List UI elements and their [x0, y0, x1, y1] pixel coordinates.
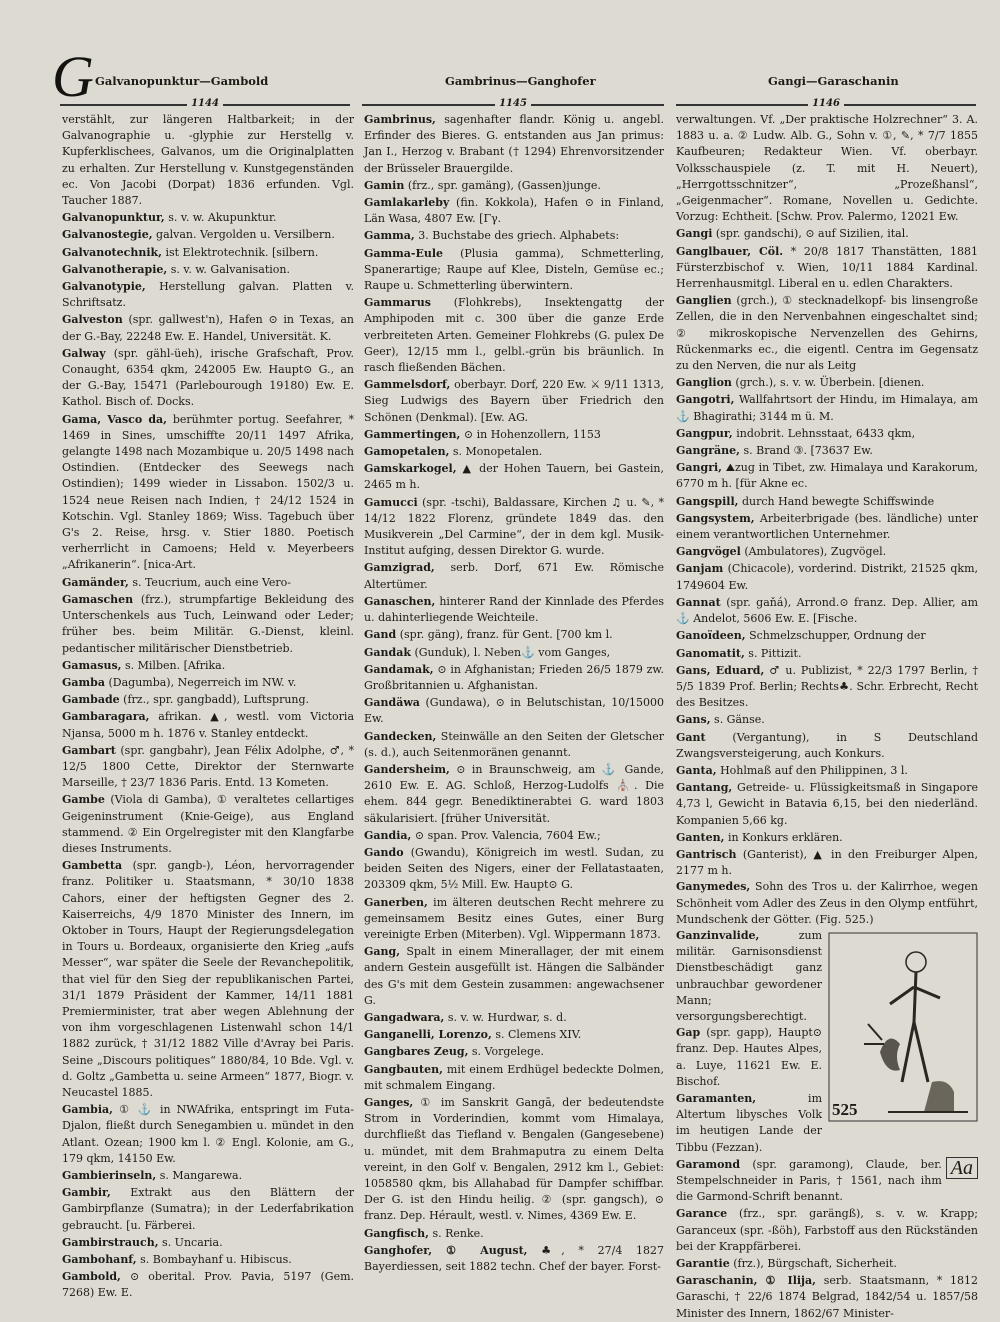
header-left: Galvanopunktur—Gambold [95, 74, 269, 88]
figure-number: 525 [832, 1099, 858, 1119]
header-center: Gambrinus—Ganghofer [445, 74, 596, 88]
entry-headword: Gamänder, [62, 575, 129, 589]
dictionary-entry [676, 511, 978, 543]
dictionary-entry [364, 246, 664, 295]
dictionary-entry [364, 1095, 664, 1225]
entry-headword: Galveston [62, 313, 123, 327]
dictionary-entry [62, 227, 354, 243]
entry-text: ⊙ in Afghanistan; Frieden 26/5 1879 zw. Großbritannien u. Afghanistan. [364, 662, 664, 692]
entry-text: Getreide- u. Flüssigkeitsmaß in Singapore 4,73 l, Gewicht in Batavia 6,15, bei den niederländ. Kompanien 5,66 kg. [676, 781, 979, 827]
entry-text: s. Brand ③. [73637 Ew. [743, 444, 873, 458]
entry-headword: Ganten, [676, 830, 725, 844]
entry-headword: Gangri, [676, 461, 723, 475]
dictionary-entry [364, 112, 664, 177]
dictionary-entry [62, 112, 354, 209]
entry-text: Spalt in einem Minerallager, der mit einem andern Gestein ausgefüllt ist. Hängen die Salbänder des G's mit dem Gestein zusammen: angewachsener G. [364, 945, 665, 1007]
entry-text: (Gundawa), ⊙ in Belutschistan, 10/15000 Ew. [364, 696, 664, 726]
entry-text: 3. Buchstabe des griech. Alphabets: [418, 229, 620, 243]
dictionary-entry [364, 444, 664, 460]
entry-headword: Gando [364, 845, 404, 859]
entry-text: ① im Sanskrit Gangā, der bedeutendste Strom in Vorderindien, kommt vom Himalaya, durchfließt das Tiefland v. Bengalen (Gangesebene) u. mündet, mit dem Brahmaputra zu einem Delta vereint, in den Golf v. Bengalen, 2912 km l., Gebiet: 1058580 qkm, bis Allahabad für Dampfer schiffbar. Der G. ist den Hindu heilig. ② (spr. gangsch), ⊙ franz. Dep. Hérault, westl. v. Nimes, 4369 Ew. E. [364, 1095, 664, 1223]
entry-text: ① ⚓ in NWAfrika, entspringt im Futa-Djalon, fließt durch Senegambien u. mündet in den Atlant. Ozean; 1900 km l. ② Engl. Kolonie, am G., 179 qkm, 14150 Ew. [62, 1103, 355, 1165]
dictionary-entry [676, 780, 978, 829]
entry-text: (Vergantung), in S Deutschland Zwangsversteigerung, auch Konkurs. [676, 730, 978, 760]
entry-headword: Gamasus, [62, 658, 122, 672]
entry-text: s. Clemens XIV. [495, 1028, 582, 1042]
entry-headword: Garantie [676, 1257, 730, 1271]
entry-text: (spr. gallwest'n), Hafen ⊙ in Texas, an der G.-Bay, 22248 Ew. E. Handel, Universität. K. [62, 313, 355, 343]
entry-text: (spr. gaňá), Arrond.⊙ franz. Dep. Allier, am ⚓ Andelot, 5606 Ew. E. [Fische. [676, 595, 978, 626]
dictionary-entry [364, 427, 664, 443]
entry-text: s. v. w. Galvanisation. [170, 262, 290, 276]
entry-text: (frz., spr. gangbadd), Luftsprung. [123, 693, 310, 707]
entry-headword: Gang, [364, 945, 401, 959]
dictionary-entry [364, 662, 664, 694]
entry-text: indobrit. Lehnsstaat, 6433 qkm, [736, 426, 916, 440]
entry-headword: Gangspill, [676, 494, 739, 508]
entry-text: oberbayr. Dorf, 220 Ew. ⚔ 9/11 1313, Sieg Ludwigs des Bayern über Friedrich den Schönen (Denkmal). [Ew. AG. [364, 378, 664, 424]
entry-text: (Gunduk), l. Neben⚓ vom Ganges, [414, 645, 611, 659]
dictionary-entry [676, 663, 978, 712]
dictionary-entry [364, 560, 664, 592]
column-2 [364, 112, 665, 1274]
entry-text: (Gwandu), Königreich im westl. Sudan, zu beiden Seiten des Nigers, einer der Fellatastaaten, 203309 qkm, 5½ Mill. Ew. Haupt⊙ G. [364, 845, 664, 892]
dictionary-entry [364, 895, 664, 944]
entry-text: (Chicacole), vorderind. Distrikt, 21525 qkm, 1749604 Ew. [676, 562, 978, 592]
entry-headword: Gambe [62, 793, 105, 807]
dictionary-entry [62, 1102, 354, 1167]
dictionary-entry [62, 658, 354, 674]
entry-headword: Gandäwa [364, 696, 420, 710]
dictionary-entry [364, 295, 664, 376]
dictionary-entry [676, 460, 978, 492]
entry-headword: Gandamak, [364, 662, 434, 676]
entry-text: ⊙ oberital. Prov. Pavia, 5197 (Gem. 7268) Ew. E. [62, 1270, 355, 1300]
dictionary-entry [676, 712, 978, 728]
dictionary-entry [364, 1044, 664, 1060]
entry-text: ♣, * 27/4 1827 Bayerdiessen, seit 1882 techn. Chef der bayer. Forst- [364, 1243, 664, 1274]
entry-text: Steinwälle an den Seiten der Gletscher (s. d.), auch Seitenmoränen genannt. [364, 729, 664, 759]
dictionary-entry [676, 595, 978, 627]
dictionary-entry [364, 627, 664, 643]
entry-text: (frz., spr. gamäng), (Gassen)junge. [407, 178, 601, 192]
page-number-center: 1145 [362, 97, 664, 111]
entry-text: durch Hand bewegte Schiffswinde [741, 494, 935, 508]
entry-text: serb. Staatsmann, * 1812 Garaschi, † 22/6 1874 Belgrad, 1842/54 u. 1857/58 Minister des Innern, 1862/67 Minister- [676, 1274, 978, 1320]
dictionary-entry [62, 1269, 354, 1301]
entry-text: ♂ u. Publizist, * 22/3 1797 Berlin, † 5/5 1839 Prof. Berlin; Rechts♣. Schr. Erbrecht, Recht des Besitzes. [676, 663, 978, 710]
dictionary-entry [364, 228, 664, 244]
dictionary-entry [676, 847, 978, 879]
entry-headword: Gangräne, [676, 444, 740, 458]
entry-headword: Gannat [676, 595, 721, 609]
entry-text: mit einem Erdhügel bedeckte Dolmen, mit schmalem Eingang. [364, 1062, 664, 1092]
dictionary-entry [676, 646, 978, 662]
dictionary-entry [364, 845, 664, 894]
entry-text: ⊙ in Hohenzollern, 1153 [463, 427, 601, 441]
entry-headword: Gand [364, 628, 397, 642]
dictionary-entry [676, 628, 978, 644]
entry-headword: Gambohanf, [62, 1253, 137, 1267]
entry-text: im Altertum libysches Volk im heutigen Lande der Tibbu (Fezzan). [676, 1091, 822, 1154]
entry-text: Sohn des Tros u. der Kalirrhoe, wegen Schönheit vom Adler des Zeus in den Olymp entführt, Mundschenk der Götter. (Fig. 525.) [676, 880, 978, 926]
entry-headword: Galvanostegie, [62, 228, 153, 242]
entry-headword: Gammarus [364, 296, 431, 310]
dictionary-entry [676, 244, 978, 293]
entry-headword: Gangvögel [676, 545, 741, 559]
entry-text: (fin. Kokkola), Hafen ⊙ in Finland, Län Wasa, 4807 Ew. [Γγ. [364, 196, 664, 226]
entry-text: (spr. gangbahr), Jean Félix Adolphe, ♂, * 12/5 1800 Cette, Direktor der Sternwarte Marseille, † 23/7 1836 Paris. Entd. 13 Kometen. [62, 743, 355, 790]
entry-headword: Galvanotypie, [62, 280, 146, 294]
dictionary-entry [62, 1185, 354, 1234]
entry-headword: Ganomatit, [676, 646, 745, 660]
entry-text: s. Teucrium, auch eine Vero- [132, 575, 292, 589]
entry-text: (spr. -tschi), Baldassare, Kirchen ♫ u. ✎, * 14/12 1822 Florenz, gründete 1849 das. den Musikverein „Del Carmine“, der in dem kgl. Musik-Institut aufging, dessen Direktor G. wurde. [364, 495, 665, 558]
entry-text: ist Elektrotechnik. [silbern. [165, 245, 319, 259]
entry-text: s. Uncaria. [162, 1235, 223, 1249]
entry-headword: Gamin [364, 178, 405, 192]
dictionary-entry [364, 762, 664, 827]
dictionary-entry [676, 392, 978, 424]
entry-headword: Gamlakarleby [364, 196, 450, 210]
entry-headword: Gangfisch, [364, 1226, 429, 1240]
dictionary-entry [62, 1168, 354, 1184]
entry-text: berühmter portug. Seefahrer, * 1469 in Sines, umschiffte 20/11 1497 Afrika, gelangte 1498 nach Mozambique u. 20/5 1498 nach Ostindien. (Entdecker des Seewegs nach Ostindien); 1499 wieder in Lissabon. 1502/3 u. 1524 neue Reisen nach Indien, † 24/12 1524 in Kotschin. Vgl. Stanley 1869; Wiss. Tagebuch über G's 2. Reise, hrsg. v. Stier 1880. Poetisch verherrlicht in Camoens; Held v. Meyerbeers „Afrikanerin“. [nica-Art. [62, 412, 355, 572]
entry-text: (Viola di Gamba), ① veraltetes cellartiges Geigeninstrument (Knie-Geige), aus England stammend. ② Ein Orgelregister mit den Klangfarbe dieses Instruments. [62, 793, 354, 855]
entry-headword: Ganganelli, Lorenzo, [364, 1028, 492, 1042]
dictionary-entry [62, 575, 354, 591]
entry-text: serb. Dorf, 671 Ew. Römische Altertümer. [364, 561, 665, 591]
entry-headword: Ganymedes, [676, 880, 751, 894]
entry-text: (spr. gandschi), ⊙ auf Sizilien, ital. [715, 227, 909, 241]
entry-headword: Ganglion [676, 376, 732, 390]
entry-text: (Flohkrebs), Insektengattg der Amphipoden mit c. 300 über die ganze Erde verbreiteten Arten. Gemeiner Flohkrebs (G. pulex De Geer), 12/15 mm l., gelbl.-grün bis bräunlich. In rasch fließenden Bächen. [364, 296, 665, 375]
section-letter: G [52, 44, 94, 109]
dictionary-entry [676, 1157, 978, 1206]
dictionary-entry [676, 1206, 978, 1255]
dictionary-entry [676, 293, 978, 374]
entry-headword: Gantang, [676, 781, 733, 795]
entry-text: (Dagumba), Negerreich im NW. v. [108, 675, 297, 689]
entry-text: (spr. garamong), Claude, ber. Stempelschneider in Paris, † 1561, nach ihm die Garmond-Schrift benannt. [676, 1157, 942, 1204]
entry-headword: Gangbares Zeug, [364, 1045, 469, 1059]
dictionary-entry [62, 210, 354, 226]
entry-headword: Gambierinseln, [62, 1169, 157, 1182]
dictionary-entry [62, 709, 354, 741]
entry-headword: Gamba [62, 675, 105, 689]
entry-headword: Ganta, [676, 763, 717, 777]
entry-headword: Ganaschen, [364, 594, 436, 608]
entry-headword: Gambrinus, [364, 113, 436, 126]
entry-text: ▲ der Hohen Tauern, bei Gastein, 2465 m h. [364, 462, 664, 492]
entry-headword: Gandak [364, 645, 411, 659]
entry-text: verstählt, zur längeren Haltbarkeit; in der Galvanographie u. -glyphie zur Herstellg v. Kupferklischees, Galvanos, um die Originalplatten zu erhalten. Zur Herstellung v. Kunstgegenständen ec. Von Jacobi (Dorpat) 1836 erfunden. Vgl. Taucher 1887. [62, 113, 354, 208]
entry-text: afrikan. ▲, westl. vom Victoria Njansa, 5000 m h. 1876 v. Stanley entdeckt. [62, 710, 354, 740]
entry-headword: Gantrisch [676, 847, 737, 861]
entry-text: Extrakt aus den Blättern der Gambirpflanze (Sumatra); in der Lederfabrikation gebraucht. [u. Färberei. [62, 1186, 354, 1232]
ganymede-figure [828, 932, 978, 1122]
entry-headword: Gangi [676, 227, 713, 241]
page-number-left: 1144 [60, 97, 350, 111]
entry-text: ⊙ in Braunschweig, am ⚓ Gande, 2610 Ew. E. AG. Schloß, Herzog-Ludolfs ⛪. Die ehem. 844 gegr. Benediktinerabtei G. ward 1803 säkularisiert. [früher Universität. [364, 762, 664, 825]
entry-headword: Gangbauten, [364, 1062, 443, 1076]
entry-text: sagenhafter flandr. König u. angebl. Erfinder des Bieres. G. entstanden aus Jan primus: Jan I., Herzog v. Brabant († 1294) Ehrenvorsitzender der Brüsseler Brauergilde. [364, 113, 664, 175]
entry-headword: Gangotri, [676, 393, 735, 407]
entry-text: (frz.), strumpfartige Bekleidung des Unterschenkels aus Tuch, Leinwand oder Leder; früher bes. beim Militär. G.-Dienst, kleinl. pedantischer militärischer Dienstbetrieb. [62, 592, 355, 655]
column-1 [62, 112, 355, 1300]
entry-text: s. Pittizit. [748, 646, 802, 660]
entry-text: Hohlmaß auf den Philippinen, 3 l. [720, 763, 908, 777]
entry-headword: Ganglbauer, Cöl. [676, 244, 784, 258]
entry-headword: Garaschanin, ① Ilija, [676, 1274, 816, 1288]
entry-headword: Ganjam [676, 562, 724, 576]
dictionary-entry [364, 729, 664, 761]
entry-headword: Gangadwara, [364, 1010, 445, 1024]
entry-headword: Gandersheim, [364, 762, 450, 776]
entry-headword: Gandia, [364, 828, 412, 842]
dictionary-entry [364, 828, 664, 844]
entry-headword: Ganglien [676, 294, 732, 308]
entry-headword: Galvanotechnik, [62, 245, 162, 259]
entry-text: zum militär. Garnisonsdienst Dienstbeschädigt ganz unbrauchbar gewordener Mann; versorgungsberechtigt. [676, 928, 822, 1023]
dictionary-entry [676, 112, 978, 225]
dictionary-entry [62, 279, 354, 311]
entry-text: im älteren deutschen Recht mehrere zu gemeinsamem Besitz eines Gutes, einer Burg vereinigte Erben (Miterben). Vgl. Wippermann 1873. [364, 895, 665, 941]
dictionary-entry [62, 743, 354, 792]
entry-headword: Gammelsdorf, [364, 378, 451, 392]
entry-text: (Ganterist), ▲ in den Freiburger Alpen, 2177 m h. [676, 847, 979, 878]
entry-headword: Garance [676, 1207, 728, 1221]
entry-text: ⛰zug in Tibet, zw. Himalaya und Karakorum, 6770 m h. [für Akne ec. [676, 461, 979, 491]
dictionary-entry [676, 1256, 978, 1272]
entry-text: s. v. w. Akupunktur. [168, 211, 277, 225]
entry-text: Herstellung galvan. Platten v. Schriftsatz. [62, 280, 354, 310]
dictionary-entry [364, 695, 664, 727]
dictionary-entry [676, 226, 978, 242]
dictionary-entry [364, 1027, 664, 1043]
entry-headword: Galway [62, 346, 106, 360]
column-3 [676, 112, 979, 1320]
dictionary-entry [676, 544, 978, 560]
entry-text: in Konkurs erklären. [727, 830, 843, 844]
entry-headword: Garamond [676, 1157, 741, 1171]
entry-headword: Gammertingen, [364, 427, 461, 441]
dictionary-entry [676, 830, 978, 846]
dictionary-entry [364, 495, 664, 560]
entry-text: * 20/8 1817 Thanstätten, 1881 Fürsterzbischof v. Wien, 10/11 1884 Kardinal. Herrenhausmitgl. Liberal en u. edlen Charakters. [676, 244, 979, 291]
typeface-sample: Aa [946, 1157, 978, 1179]
entry-text: (frz.), Bürgschaft, Sicherheit. [733, 1257, 897, 1271]
dictionary-entry [676, 1273, 978, 1322]
entry-headword: Gangpur, [676, 426, 733, 440]
entry-text: (Plusia gamma), Schmetterling, Spanerartige; Raupe auf Klee, Disteln, Gemüse ec.; Raupe u. Schmetterling überwintern. [364, 246, 664, 293]
entry-text: s. Renke. [432, 1226, 484, 1240]
entry-text: Wallfahrtsort der Hindu, im Himalaya, am ⚓ Bhagirathi; 3144 m ü. M. [676, 393, 979, 423]
entry-headword: Gamopetalen, [364, 445, 450, 459]
entry-headword: Gambir, [62, 1186, 111, 1200]
dictionary-entry [62, 1252, 354, 1268]
entry-headword: Gap [676, 1026, 701, 1040]
dictionary-entry [676, 443, 978, 459]
dictionary-entry [364, 461, 664, 493]
dictionary-entry [62, 346, 354, 411]
dictionary-entry [364, 1226, 664, 1242]
dictionary-entry [364, 1062, 664, 1094]
dictionary-entry [62, 312, 354, 344]
entry-ganymedes [676, 879, 978, 928]
dictionary-entry [364, 594, 664, 626]
entry-text: s. Mangarewa. [159, 1169, 243, 1182]
dictionary-entry [676, 763, 978, 779]
entry-text: (spr. gapp), Haupt⊙ franz. Dep. Hautes Alpes, a. Luye, 11621 Ew. E. Bischof. [676, 1026, 823, 1088]
dictionary-entry [364, 944, 664, 1009]
entry-headword: Ganoïdeen, [676, 629, 746, 643]
dictionary-entry [676, 426, 978, 442]
entry-headword: Ganges, [364, 1095, 414, 1109]
entry-headword: Gamzigrad, [364, 561, 435, 575]
entry-headword: Gamucci [364, 495, 418, 509]
entry-text: (spr. gähl-üeh), irische Grafschaft, Prov. Conaught, 6354 qkm, 242005 Ew. Haupt⊙ G., an der G.-Bay, 15471 (Parlebourough 19180) Ew. E. Kathol. Bisch of. Docks. [62, 346, 355, 409]
header-right: Gangi—Garaschanin [768, 74, 899, 88]
entry-text: hinterer Rand der Kinnlade des Pferdes u. dahinterliegende Weichteile. [364, 594, 664, 625]
entry-headword: Gamaschen [62, 592, 134, 606]
entry-headword: Gambade [62, 693, 120, 707]
entry-text: s. Vorgelege. [471, 1045, 544, 1059]
dictionary-entry [364, 1010, 664, 1026]
entry-headword: Gans, Eduard, [676, 663, 765, 677]
entry-text: galvan. Vergolden u. Versilbern. [156, 228, 335, 242]
entry-headword: Gamma-Eule [364, 246, 444, 260]
entry-headword: Ganzinvalide, [676, 928, 760, 942]
entry-headword: Gant [676, 730, 706, 744]
entry-headword: Galvanopunktur, [62, 211, 165, 225]
entry-text: (grch.), ① stecknadelkopf- bis linsengroße Zellen, die in den Nervenbahnen eingeschaltet sind; ② mikroskopische Nervenzellen des Gehirns, Rückenmarks ec., die eigentl. Centra im Gegensatz zu den Nerven, die nur als Leitg [676, 294, 978, 373]
entry-text: ⊙ span. Prov. Valencia, 7604 Ew.; [414, 828, 601, 842]
entry-headword: Ganerben, [364, 895, 428, 909]
entry-text: (spr. gangb-), Léon, hervorragender franz. Politiker u. Staatsmann, * 30/10 1838 Cahors, einer der heftigsten Gegner des 2. Kaiserreichs, 4/9 1870 Minister des Innern, im Oktober in Tours, Haupt der Regierungsdelegation in Tours u. Bordeaux, organisierte den Krieg „aufs Messer“, war später die Seele der Revanchepolitik, that viel für den Sieg der republikanischen Partei, 31/1 1879 Präsident der Kammer, 14/11 1881 Premierminister, trat aber wegen Ablehnung der von ihm vorgeschlagenen Listenwahl schon 14/1 1882 zurück, † 31/12 1882 Ville d'Avray bei Paris. Seine „Discours politiques“ 1880/84, 10 Bde. Vgl. v. d. Goltz „Gambetta u. seine Armeen“ 1877, Biogr. v. Neucastel 1885. [62, 859, 355, 1099]
dictionary-entry [364, 377, 664, 426]
entry-headword: Gama, Vasco da, [62, 412, 167, 426]
entry-text: (grch.), s. v. w. Überbein. [dienen. [735, 376, 925, 390]
dictionary-entry [62, 412, 354, 574]
entry-text: (Ambulatores), Zugvögel. [744, 545, 887, 559]
entry-headword: Garamanten, [676, 1091, 757, 1105]
entry-text: Arbeiterbrigade (bes. ländliche) unter einem verantwortlichen Unternehmer. [676, 511, 979, 542]
entry-headword: Gandecken, [364, 729, 437, 743]
dictionary-entry [62, 245, 354, 261]
entry-headword: Gamma, [364, 229, 415, 243]
dictionary-entry [62, 592, 354, 657]
entry-text: s. Gänse. [714, 713, 765, 727]
entry-text: s. Milben. [Afrika. [125, 658, 226, 672]
entry-headword: Gambetta [62, 859, 123, 873]
dictionary-entry [62, 675, 354, 691]
entry-text: s. Bombayhanf u. Hibiscus. [140, 1253, 292, 1267]
entry-text: (spr. gäng), franz. für Gent. [700 km l. [399, 628, 613, 642]
dictionary-entry [62, 262, 354, 278]
entry-headword: Gambold, [62, 1270, 121, 1284]
entry-headword: Gangsystem, [676, 511, 755, 525]
entry-headword: Galvanotherapie, [62, 262, 168, 276]
dictionary-entry [62, 858, 354, 1101]
entry-headword: Gambirstrauch, [62, 1235, 159, 1249]
dictionary-entry [62, 692, 354, 708]
ganymede-illustration [828, 932, 978, 1122]
dictionary-entry [364, 645, 664, 661]
entry-text: s. v. w. Hurdwar, s. d. [447, 1010, 567, 1024]
entry-headword: Gamskarkogel, [364, 462, 457, 476]
entry-text: verwaltungen. Vf. „Der praktische Holzrechner“ 3. A. 1883 u. a. ② Ludw. Alb. G., Sohn v. ①, ✎, * 7/7 1855 Kaufbeuren; Redakteur Wien. Vf. oberbayr. Volksschauspiele (z. T. mit H. Neuert), „Herrgottsschnitzer“, „Prozeßhansl“, „Geigenmacher“. Romane, Novellen u. Gedichte. Vorzug: Echtheit. [Schw. Prov. Palermo, 12021 Ew. [676, 113, 978, 224]
entry-text: Schmelzschupper, Ordnung der [749, 629, 926, 643]
entry-headword: Gans, [676, 713, 711, 727]
entry-headword: Ganghofer, ① August, [364, 1243, 528, 1257]
dictionary-entry [676, 730, 978, 762]
entry-text: s. Monopetalen. [452, 445, 543, 459]
page-number-right: 1146 [676, 97, 976, 111]
dictionary-entry [62, 792, 354, 857]
dictionary-entry [364, 195, 664, 227]
dictionary-entry [676, 561, 978, 593]
entry-text: (frz., spr. garängß), s. v. w. Krapp; Garanceux (spr. -ßöh), Farbstoff aus den Rückständen bei der Krappfärberei. [676, 1207, 978, 1253]
entry-headword: Gambia, [62, 1103, 113, 1117]
dictionary-entry [62, 1235, 354, 1251]
dictionary-entry [676, 494, 978, 510]
entry-headword: Gambaragara, [62, 710, 150, 724]
dictionary-entry [364, 1243, 664, 1275]
dictionary-entry [676, 375, 978, 391]
dictionary-entry [364, 178, 664, 194]
entry-headword: Gambart [62, 743, 116, 757]
